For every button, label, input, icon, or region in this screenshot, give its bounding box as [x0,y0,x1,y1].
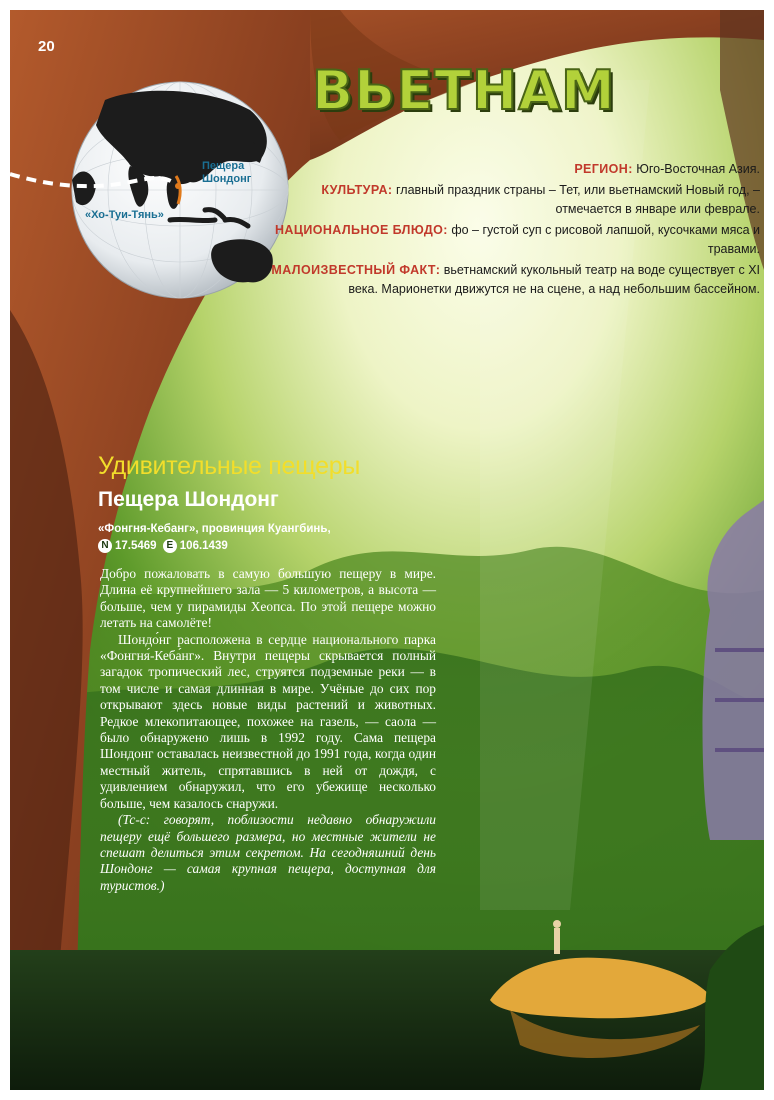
fact-value: вьетнамский кукольный театр на воде существует с XI века. Марионетки движутся не на сцене, а над небольшим бассейном. [348,263,760,296]
page-number: 20 [38,38,55,55]
globe-label-city: «Хо-Туи-Тянь» [85,209,164,221]
east-badge-icon: E [163,539,177,553]
globe-label-cave: Пещера Шондонг [202,160,252,185]
fact-label: КУЛЬТУРА: [321,183,393,197]
fact-label: РЕГИОН: [574,162,633,176]
fact-label: НАЦИОНАЛЬНОЕ БЛЮДО: [274,223,448,237]
fact-value: фо – густой суп с рисовой лапшой, кусочками мяса и травами. [451,223,760,256]
country-facts [260,160,760,301]
paragraph-main: Шондо́нг расположена в сердце национального парка «Фонгня́-Кеба́нг». Внутри пещеры скрывается полный загадок тропический лес, струятся подземные реки — в том числе и самая длинная в мире. Учёные до сих пор открывают здесь новые виды растений и животных. Редкое млекопитающее, похожее на газель, — саола — было обнаружено лишь в 1992 году. Сама пещера Шондонг оставалась неизвестной до 1991 года, когда один местный житель, спрятавшись в ней от дождя, с удивлением обнаружил, что его убежище несколько больше, чем казалось снаружи. [100,631,436,811]
fact-region [260,160,760,179]
north-badge-icon: N [98,539,112,553]
east-value: 106.1439 [179,540,228,552]
fact-culture [260,181,760,219]
section-title: Удивительные пещеры [98,452,361,480]
cave-title: Пещера Шондонг [98,488,279,511]
north-value: 17.5469 [115,540,157,552]
paragraph-intro: Добро пожаловать в самую большую пещеру в мире. Длина её крупнейшего зала — 5 километров, а высота — больше, чем у пирамиды Хеопса. По этой пещере можно летать на самолёте! [100,566,436,631]
country-title: ВЬЕТНАМ [312,59,616,122]
coordinates [98,538,331,555]
fact-value: Юго-Восточная Азия. [636,162,760,176]
article-body [100,566,436,894]
book-page [10,10,764,1090]
paragraph-aside: (Тс-с: говорят, поблизости недавно обнаружили пещеру ещё большего размера, но местные жители не спешат делиться этим секретом. На сегодняшний день Шондонг — самая крупная пещера, доступная для туристов.) [100,812,436,893]
cave-location [98,521,331,555]
fact-label: МАЛОИЗВЕСТНЫЙ ФАКТ: [271,263,441,277]
location-line: «Фонгня-Кебанг», провинция Куангбинь, [98,523,331,535]
fact-value: главный праздник страны – Тет, или вьетнамский Новый год, – отмечается в январе или феврале. [395,183,760,216]
fact-dish [260,221,760,259]
fact-little-known [260,261,760,299]
